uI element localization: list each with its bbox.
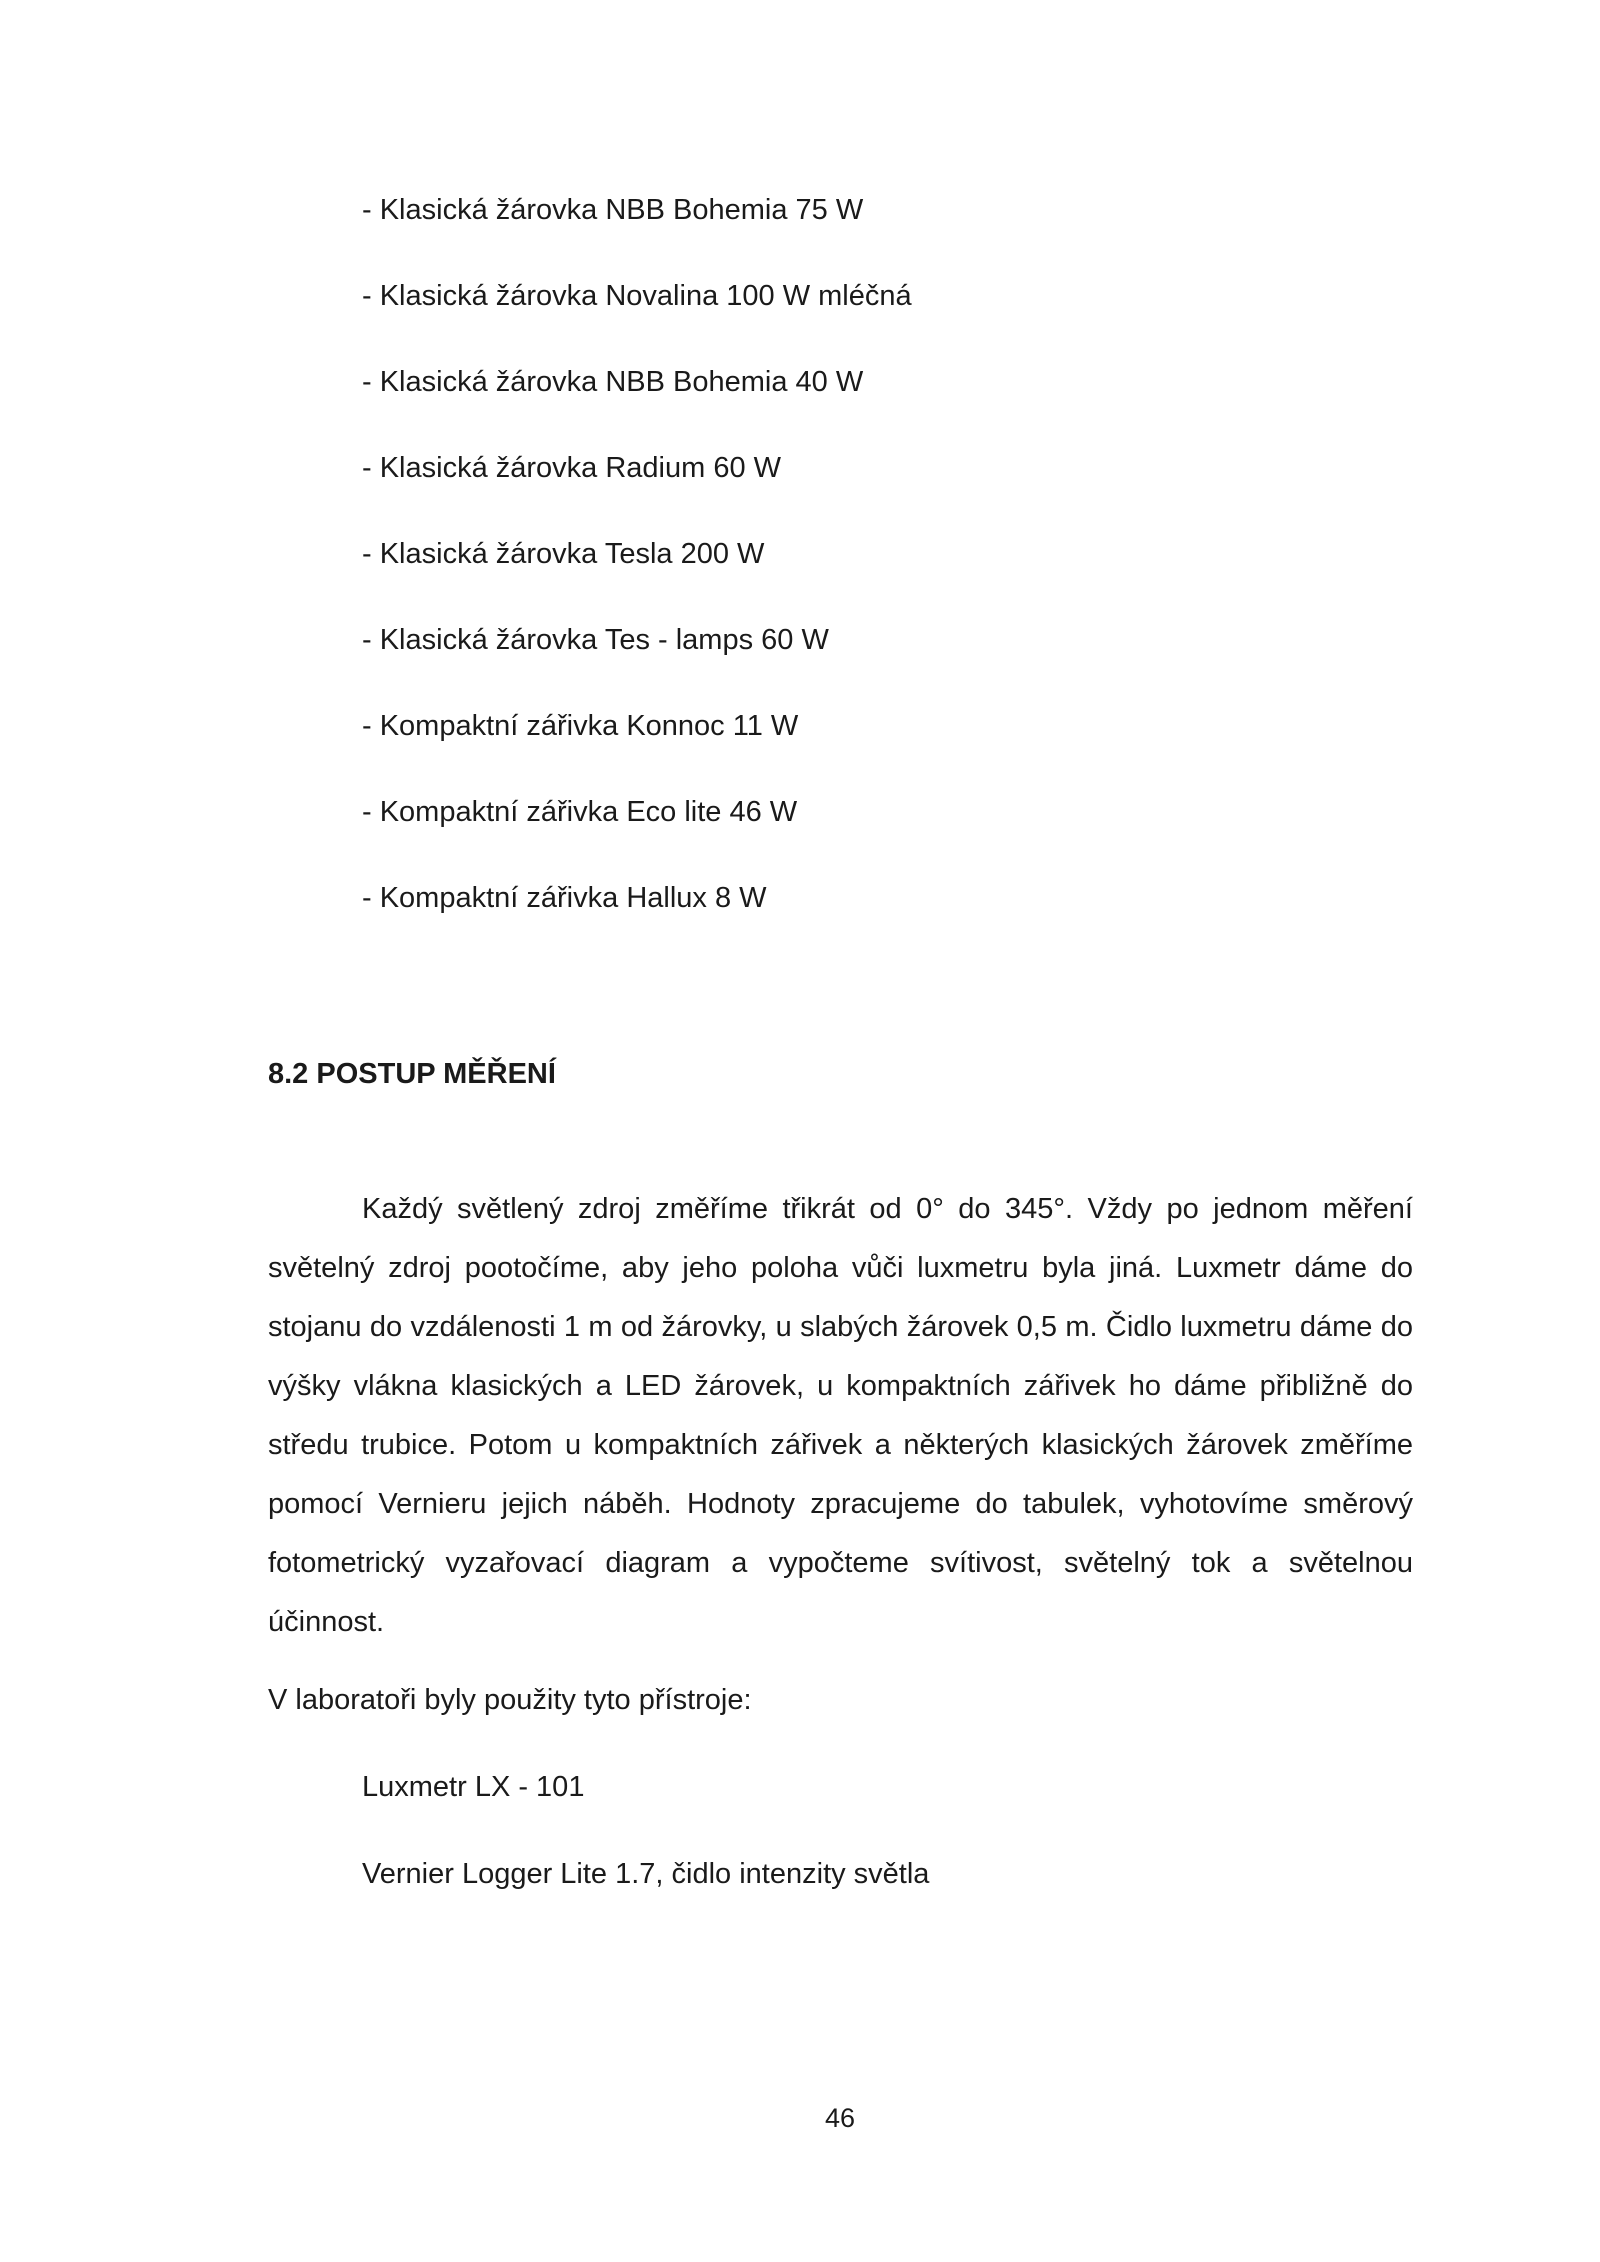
- list-item: - Klasická žárovka Radium 60 W: [362, 452, 782, 484]
- list-item: - Klasická žárovka Tes - lamps 60 W: [362, 624, 829, 656]
- list-item: - Klasická žárovka NBB Bohemia 40 W: [362, 366, 864, 398]
- page-number: 46: [824, 2103, 856, 2133]
- light-source-list: [362, 188, 912, 962]
- list-item: - Kompaktní zářivka Hallux 8 W: [362, 882, 767, 914]
- section-heading: 8.2 POSTUP MĚŘENÍ: [268, 1058, 556, 1090]
- list-item: - Klasická žárovka Novalina 100 W mléčná: [362, 280, 912, 312]
- list-item: - Klasická žárovka NBB Bohemia 75 W: [362, 194, 864, 226]
- instrument-list: [362, 1765, 929, 1939]
- list-item: - Kompaktní zářivka Eco lite 46 W: [362, 796, 798, 828]
- list-item: - Kompaktní zářivka Konnoc 11 W: [362, 710, 799, 742]
- procedure-paragraph: Každý světlený zdroj změříme třikrát od 0° do 345°. Vždy po jednom měření světelný zdroj pootočíme, aby jeho poloha vůči luxmetru byla jiná. Luxmetr dáme do stojanu do vzdálenosti 1 m od žárovky, u slabých žárovek 0,5 m. Čidlo luxmetru dáme do výšky vlákna klasických a LED žárovek, u kompaktních zářivek ho dáme přibližně do středu trubice. Potom u kompaktních zářivek a některých klasických žárovek změříme pomocí Vernieru jejich náběh. Hodnoty zpracujeme do tabulek, vyhotovíme směrový fotometrický vyzařovací diagram a vypočteme svítivost, světelný tok a světelnou účinnost.: [268, 1193, 1413, 1638]
- instrument-item: Vernier Logger Lite 1.7, čidlo intenzity světla: [362, 1858, 930, 1890]
- list-item: - Klasická žárovka Tesla 200 W: [362, 538, 765, 570]
- instruments-intro: V laboratoři byly použity tyto přístroje:: [268, 1684, 752, 1716]
- instrument-item: Luxmetr LX - 101: [362, 1771, 585, 1803]
